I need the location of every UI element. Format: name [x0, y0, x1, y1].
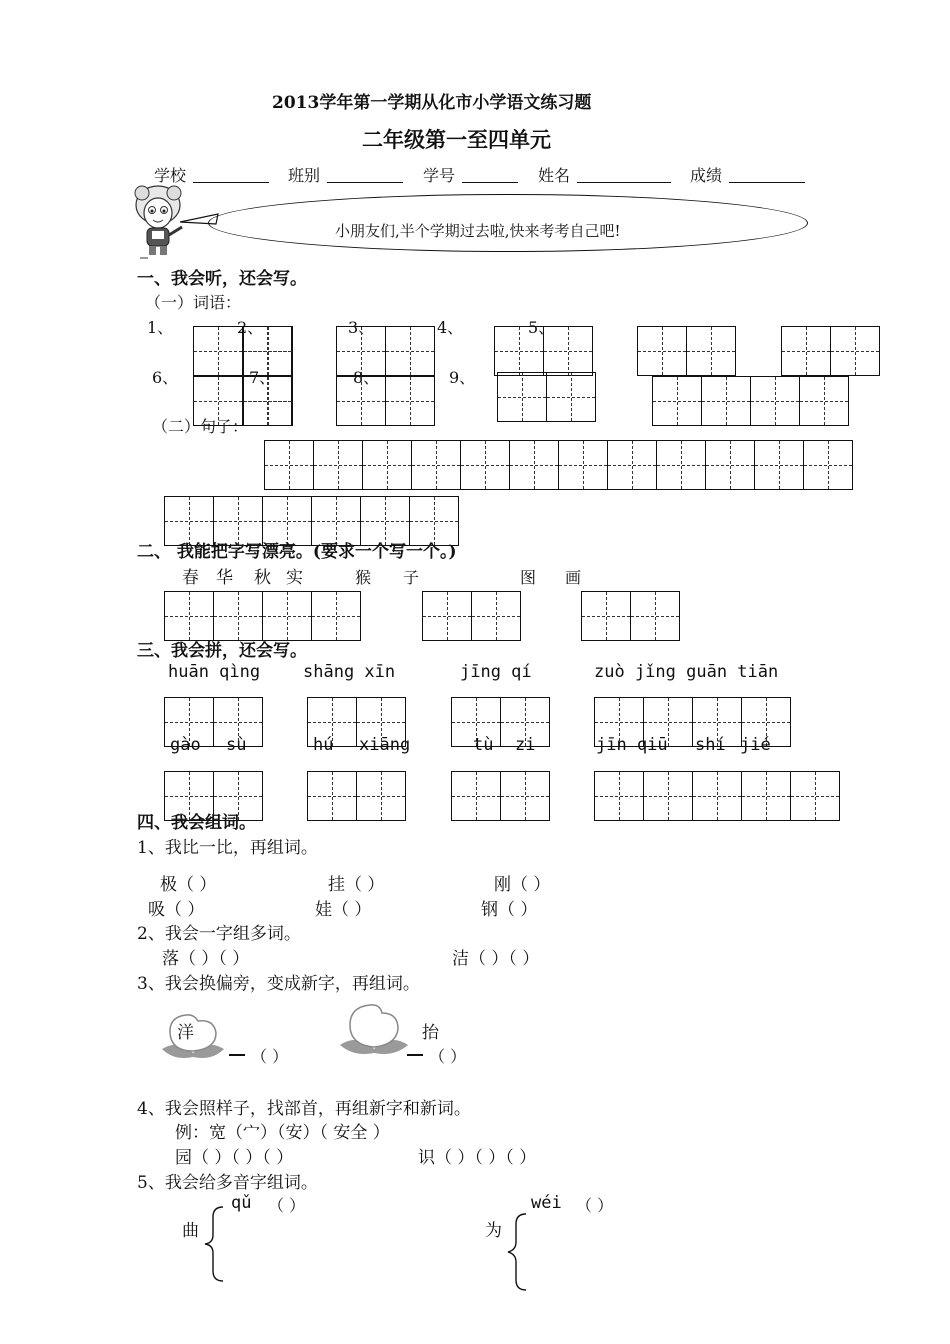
- q5-label: 5、我会给多音字组词。: [137, 1173, 318, 1193]
- word-blank[interactable]: 落（ ）（ ）: [162, 949, 250, 969]
- peach-icon: [336, 1001, 412, 1057]
- pinyin: qǔ: [231, 1193, 252, 1213]
- section1-part2-label: （二）句子：: [152, 417, 249, 436]
- section3-title: 三、我会拼，还会写。: [137, 641, 307, 661]
- field-class-label: 班别: [288, 166, 321, 185]
- word-blank[interactable]: 挂（ ）: [328, 875, 385, 895]
- writing-grid[interactable]: [497, 372, 596, 422]
- writing-grid[interactable]: [307, 771, 406, 821]
- writing-grid[interactable]: [336, 326, 435, 376]
- field-number-input[interactable]: [462, 168, 518, 183]
- item-number: 7、: [249, 368, 276, 387]
- item-number: 1、: [147, 318, 174, 337]
- pinyin: zi: [515, 735, 536, 755]
- practice-char: 春: [182, 568, 199, 588]
- word-blank[interactable]: （ ）: [251, 1047, 289, 1066]
- item-number: 2、: [237, 318, 264, 337]
- q4-example: 例：宽（宀）（安）（ 安全 ）: [175, 1123, 390, 1143]
- q3-char: 抬: [422, 1023, 439, 1043]
- practice-char: 图: [520, 568, 537, 587]
- practice-char: 猴: [355, 568, 372, 587]
- word-blank[interactable]: 娃（ ）: [315, 900, 372, 920]
- writing-grid[interactable]: [451, 771, 550, 821]
- pinyin: xiāng: [359, 735, 411, 755]
- word-blank[interactable]: 极（ ）: [160, 875, 217, 895]
- sentence-grid[interactable]: [264, 440, 853, 490]
- section2-title: 二、 我能把字写漂亮。(要求一个写一个。): [137, 542, 457, 562]
- pinyin: sù: [226, 735, 247, 755]
- pinyin: jīng qí: [460, 662, 532, 682]
- page-title: 2013学年第一学期从化市小学语文练习题: [272, 93, 592, 113]
- practice-char: 子: [403, 568, 420, 587]
- pinyin: zuò jǐng guān tiān: [594, 662, 779, 682]
- polyphone-char: 曲: [182, 1221, 199, 1241]
- pinyin: shí: [695, 735, 726, 755]
- word-blank[interactable]: 识（ ）（ ）（ ）: [418, 1148, 537, 1168]
- field-name-input[interactable]: [577, 168, 671, 183]
- field-score-input[interactable]: [729, 168, 805, 183]
- practice-char: 实: [286, 568, 303, 588]
- practice-char: 画: [565, 568, 582, 587]
- brace-icon: [203, 1205, 225, 1283]
- writing-grid[interactable]: [594, 771, 840, 821]
- word-blank[interactable]: （ ）: [576, 1196, 614, 1215]
- item-number: 9、: [449, 368, 476, 387]
- pinyin: shāng xīn: [303, 662, 396, 682]
- field-score-label: 成绩: [690, 166, 723, 185]
- polyphone-char: 为: [485, 1221, 502, 1241]
- writing-grid[interactable]: [581, 591, 680, 641]
- pinyin: gào: [170, 735, 201, 755]
- q4-label: 4、我会照样子，找部首，再组新字和新词。: [137, 1099, 471, 1119]
- word-blank[interactable]: （ ）: [268, 1196, 306, 1215]
- practice-char: 秋: [254, 568, 271, 588]
- field-number-label: 学号: [423, 166, 456, 185]
- section1-title: 一、我会听，还会写。: [137, 269, 307, 289]
- q3-label: 3、我会换偏旁，变成新字，再组词。: [137, 974, 420, 994]
- q3-char: 洋: [177, 1023, 194, 1043]
- practice-char: 华: [216, 568, 233, 588]
- writing-grid[interactable]: [243, 376, 293, 426]
- pinyin: tù: [473, 735, 494, 755]
- writing-grid[interactable]: [781, 326, 880, 376]
- word-blank[interactable]: 吸（ ）: [148, 900, 205, 920]
- writing-grid[interactable]: [243, 326, 293, 376]
- section1-part1-label: （一）词语：: [145, 293, 242, 312]
- word-blank[interactable]: 刚（ ）: [494, 875, 551, 895]
- brace-icon: [506, 1212, 528, 1292]
- writing-grid[interactable]: [494, 326, 593, 376]
- q3-blank-line[interactable]: [407, 1054, 423, 1056]
- writing-grid[interactable]: [637, 326, 736, 376]
- item-number: 6、: [152, 368, 179, 387]
- word-blank[interactable]: （ ）: [429, 1047, 467, 1066]
- item-number: 3、: [348, 318, 375, 337]
- pinyin: wéi: [531, 1193, 562, 1213]
- word-blank[interactable]: 园（ ）（ ）（ ）: [175, 1148, 294, 1168]
- q1-label: 1、我比一比，再组词。: [137, 838, 318, 858]
- word-blank[interactable]: 钢（ ）: [481, 900, 538, 920]
- item-number: 5、: [528, 318, 555, 337]
- writing-grid[interactable]: [336, 376, 435, 426]
- writing-grid[interactable]: [422, 591, 521, 641]
- q2-label: 2、我会一字组多词。: [137, 924, 301, 944]
- pinyin: jīn qiū: [596, 735, 668, 755]
- page-subtitle: 二年级第一至四单元: [362, 127, 551, 152]
- pinyin: huān qìng: [168, 662, 261, 682]
- field-school-label: 学校: [154, 166, 187, 185]
- q3-blank-line[interactable]: [229, 1054, 245, 1056]
- pinyin: hú: [313, 735, 334, 755]
- writing-grid[interactable]: [652, 376, 849, 426]
- word-blank[interactable]: 洁（ ）（ ）: [452, 949, 540, 969]
- item-number: 4、: [437, 318, 464, 337]
- field-name-label: 姓名: [538, 166, 571, 185]
- item-number: 8、: [353, 368, 380, 387]
- writing-grid[interactable]: [164, 591, 361, 641]
- field-class-input[interactable]: [327, 168, 403, 183]
- section4-title: 四、我会组词。: [137, 813, 256, 833]
- pinyin: jié: [740, 735, 771, 755]
- speech-bubble-text: 小朋友们,半个学期过去啦,快来考考自己吧!: [335, 222, 621, 240]
- field-school-input[interactable]: [193, 168, 269, 183]
